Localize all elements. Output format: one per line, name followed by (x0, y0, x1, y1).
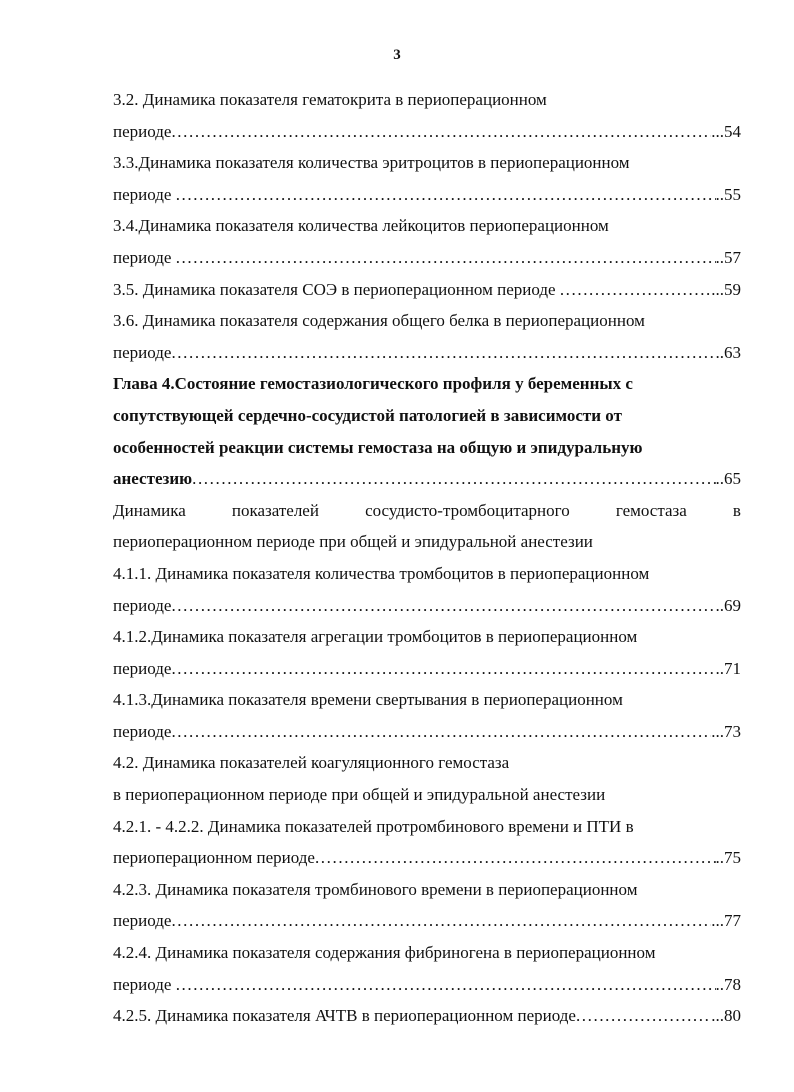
toc-page-number: ...73 (711, 721, 741, 741)
toc-entry-3-2-leader (113, 116, 741, 148)
toc-entry-4-2-3-leader (113, 905, 741, 937)
page-number: 3 (393, 47, 401, 63)
toc-entry-label: 3.5. Динамика показателя СОЭ в периоперационном периоде (113, 279, 560, 299)
toc-entry-label: периоде (113, 342, 172, 362)
dot-leader (315, 842, 716, 874)
toc-entry-3-2-title: 3.2. Динамика показателя гематокрита в периоперационном (113, 90, 547, 109)
toc-word: в (732, 500, 741, 520)
dot-leader (176, 969, 716, 1001)
dot-leader (176, 242, 716, 274)
toc-page-number: ..75 (715, 848, 741, 868)
toc-page-number: ...80 (711, 1006, 741, 1026)
toc-entry-4-1-3-leader (113, 716, 741, 748)
toc-entry-3-6-leader (113, 337, 741, 369)
toc-page-number: ..65 (715, 469, 741, 489)
toc-entry-4-1-3-title: 4.1.3.Динамика показателя времени свертывания в периоперационном (113, 690, 623, 710)
toc-entry-3-3-title: 3.3.Динамика показателя количества эритроцитов в периоперационном (113, 153, 630, 173)
toc-entry-label: периоде (113, 184, 176, 204)
toc-entry-3-6-title: 3.6. Динамика показателя содержания общего белка в периоперационном (113, 311, 645, 331)
chapter-4-leader (113, 463, 741, 495)
toc-page-number: ..71 (715, 658, 741, 678)
toc-page-number: ..57 (715, 247, 741, 267)
toc-entry-4-1-line-2: периоперационном периоде при общей и эпидуральной анестезии (113, 532, 593, 552)
toc-entry-label: 4.2.5. Динамика показателя АЧТВ в периоперационном периоде (113, 1006, 576, 1026)
toc-entry-label: периоде (113, 121, 172, 141)
toc-word: гемостаза (615, 500, 687, 520)
toc-entry-label: периоперационном периоде (113, 848, 315, 868)
dot-leader (171, 337, 715, 369)
toc-page-number: ...54 (711, 121, 741, 141)
toc-entry-3-4-title: 3.4.Динамика показателя количества лейкоцитов периоперационном (113, 216, 609, 236)
toc-word: сосудисто-тромбоцитарного (365, 500, 570, 520)
toc-entry-4-2-1-title: 4.2.1. - 4.2.2. Динамика показателей протромбинового времени и ПТИ в (113, 816, 634, 836)
dot-leader (171, 653, 715, 685)
toc-entry-label: периоде (113, 595, 172, 615)
toc-entry-label: периоде (113, 247, 176, 267)
toc-entry-3-5 (113, 274, 741, 306)
chapter-4-title-line-1: Глава 4.Состояние гемостазиологического профиля у беременных с (113, 374, 633, 394)
toc-page-number: ...77 (711, 911, 741, 931)
toc-entry-4-2-title: 4.2. Динамика показателей коагуляционного гемостаза (113, 753, 510, 773)
toc-entry-label: периоде (113, 974, 176, 994)
toc-word: показателей (231, 500, 319, 520)
toc-entry-4-2-4-title: 4.2.4. Динамика показателя содержания фибриногена в периоперационном (113, 943, 656, 963)
toc-entry-4-2-4-leader (113, 969, 741, 1001)
toc-entry-4-2-line-2: в периоперационном периоде при общей и эпидуральной анестезии (113, 785, 606, 805)
toc-page-number: ...59 (711, 279, 741, 299)
dot-leader (171, 905, 711, 937)
dot-leader (171, 716, 711, 748)
toc-entry-label: периоде (113, 658, 172, 678)
chapter-4-title-line-2: сопутствующей сердечно-сосудистой патологией в зависимости от (113, 405, 622, 425)
dot-leader (171, 590, 719, 622)
toc-entry-3-3-leader (113, 179, 741, 211)
dot-leader (192, 463, 715, 495)
toc-page-number: ..63 (715, 342, 741, 362)
toc-entry-4-2-1-leader (113, 842, 741, 874)
toc-entry-4-1-2-title: 4.1.2.Динамика показателя агрегации тромбоцитов в периоперационном (113, 627, 638, 647)
toc-entry-label: периоде (113, 911, 172, 931)
dot-leader (576, 1000, 711, 1032)
toc-word: Динамика (113, 500, 186, 520)
toc-entry-label: анестезию (113, 469, 193, 489)
toc-page-number: ..55 (715, 184, 741, 204)
toc-entry-4-1-1-title: 4.1.1. Динамика показателя количества тромбоцитов в периоперационном (113, 563, 650, 583)
toc-entry-label: периоде (113, 721, 172, 741)
toc-entry-4-1-2-leader (113, 653, 741, 685)
toc-page-number: .69 (719, 595, 741, 615)
toc-page-number: ..78 (715, 974, 741, 994)
toc-entry-4-2-3-title: 4.2.3. Динамика показателя тромбинового времени в периоперационном (113, 879, 638, 899)
table-of-contents (113, 84, 741, 1032)
dot-leader (171, 116, 711, 148)
dot-leader (560, 274, 711, 306)
toc-entry-4-1-title (113, 495, 741, 527)
chapter-4-title-line-3: особенностей реакции системы гемостаза на общую и эпидуральную (113, 437, 643, 457)
toc-entry-3-4-leader (113, 242, 741, 274)
toc-entry-4-2-5 (113, 1000, 741, 1032)
dot-leader (176, 179, 716, 211)
toc-entry-4-1-1-leader (113, 590, 741, 622)
